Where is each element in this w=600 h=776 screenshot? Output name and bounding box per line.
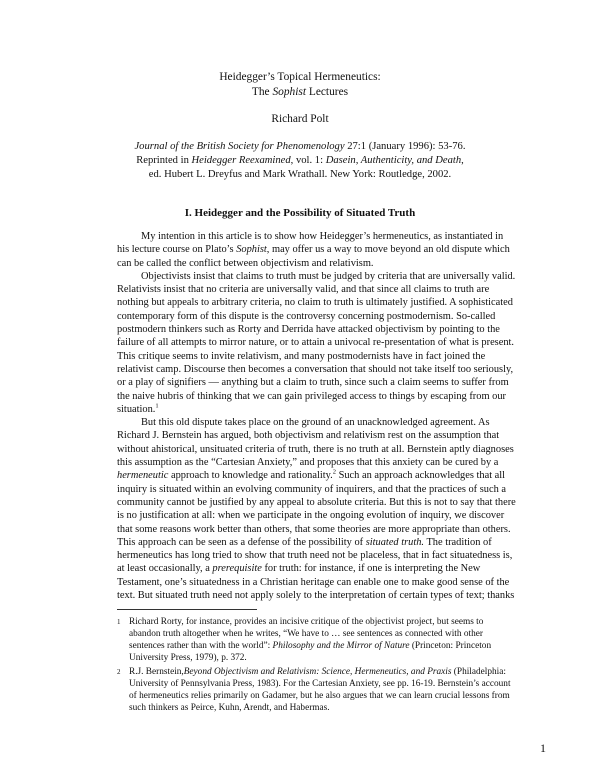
footnote-ref-1[interactable]: 1 bbox=[155, 402, 159, 410]
p3-italic-3: prerequisite bbox=[212, 563, 262, 575]
citation-journal: Journal of the British Society for Phenomenology bbox=[134, 141, 345, 152]
title-line-2-post: Lectures bbox=[306, 86, 349, 98]
p3-italic-1: hermeneutic bbox=[117, 470, 169, 482]
fn2-italic: Beyond Objectivism and Relativism: Science, Hermeneutics, and Praxis bbox=[183, 667, 452, 677]
citation-line-3: ed. Hubert L. Dreyfus and Mark Wrathall. New York: Routledge, 2002. bbox=[148, 169, 452, 181]
footnote-2-number: 2 bbox=[117, 668, 121, 676]
paragraph-1 bbox=[117, 230, 517, 270]
section-heading: I. Heidegger and the Possibility of Situated Truth bbox=[184, 207, 416, 219]
footnote-divider bbox=[117, 609, 257, 610]
paragraph-3 bbox=[117, 416, 517, 602]
citation-issue: 27:1 (January 1996): 53-76. bbox=[344, 141, 466, 152]
citation-reprint-post: , bbox=[461, 155, 464, 167]
fn1-text-b: (Princeton: Princeton University Press, 1979), p. 372. bbox=[129, 641, 492, 663]
title-line-1: Heidegger’s Topical Hermeneutics: bbox=[219, 71, 381, 83]
citation-block bbox=[0, 140, 600, 183]
footnote-1-text bbox=[129, 616, 517, 664]
citation-line-2 bbox=[0, 154, 600, 168]
p3-italic-2: situated truth. bbox=[365, 536, 425, 548]
p3-text-e: for truth: for instance, if one is interpreting the New Testament, one’s situatedness in a Christian heritage can enable one to make good sense of the text. But situated truth need not apply solely to the interpretation of certain types of text; thanks bbox=[117, 563, 515, 602]
paper-title bbox=[0, 70, 600, 100]
p1-italic: Sophist bbox=[236, 244, 267, 256]
fn1-italic: Philosophy and the Mirror of Nature bbox=[272, 641, 410, 651]
citation-reprint-vol: , vol. 1: bbox=[290, 155, 326, 167]
body-text bbox=[117, 230, 517, 602]
p3-text-a: But this old dispute takes place on the ground of an unacknowledged agreement. As Richard J. Bernstein has argued, both objectivism and relativism rest on the assumption that without ahistorical, unsituated criteria of truth, there is no truth at all. Bernstein aptly diagnoses this assumption as the “Cartesian Anxiety,” and proposes that this anxiety can be cured by a bbox=[117, 417, 514, 469]
page-number: 1 bbox=[540, 741, 546, 755]
paragraph-2 bbox=[117, 270, 517, 416]
author-name: Richard Polt bbox=[271, 113, 329, 125]
footnote-1 bbox=[117, 616, 517, 664]
fn2-text-b: (Philadelphia: University of Pennsylvania Press, 1983). For the Cartesian Anxiety, see pp. 16-19. Bernstein’s account of hermeneutics relies primarily on Gadamer, but he also argues that we can learn crucial lessons from such thinkers as Peirce, Kuhn, Arendt, and Habermas. bbox=[129, 667, 511, 713]
p3-text-d: The tradition of hermeneutics has long tried to show that truth need not be placeless, that in fact situatedness is, at least occasionally, a bbox=[117, 536, 513, 575]
p3-text-c: Such an approach acknowledges that all inquiry is situated within an evolving community of inquirers, and that the practices of such a community cannot be justified by any appeal to absolute criteria. But this is not to say that there is no justification at all: when we participate in the ongoing evolution of inquiry, we discover that some reasons work better than others, that some theories are more appropriate than others. This approach can be seen as a defense of the possibility of bbox=[117, 470, 516, 548]
title-line-2-italic: Sophist bbox=[272, 86, 307, 98]
footnote-2 bbox=[117, 666, 517, 714]
fn1-text-a: Richard Rorty, for instance, provides an incisive critique of the objectivist project, but seems to abandon truth altogether when he writes, “We have to … see sentences as connected with other sentences rather than with the world”: bbox=[129, 617, 484, 651]
p2-text: Objectivists insist that claims to truth must be judged by criteria that are universally valid. Relativists insist that no criteria are universally valid, and that since all claims to truth are nothing but appeals to arbitrary criteria, no claim to truth is ultimately justified. A sophisticated contemporary form of this dispute is the controversy concerning postmodernism. So-called postmodern thinkers such as Rorty and Derrida have attacked objectivism by pointing to the failure of all attempts to mirror nature, or to attain a univocal re-presentation of what is present. This critique seems to invite relativism, and many postmodernists have in fact joined the relativist camp. Discourse then becomes a conversation that should not take itself too seriously, or a play of signifiers — anything but a claim to truth, since such a claim seems to suffer from the naive hubris of thinking that we can gain privileged access to things by escaping from our situation. bbox=[117, 270, 516, 415]
title-line-2-pre: The bbox=[251, 86, 273, 98]
citation-reprint-pre: Reprinted in bbox=[136, 155, 192, 167]
citation-line-1 bbox=[0, 140, 600, 154]
p1-text-b: , may offer us a way to move beyond an old dispute which can be called the conflict between objectivism and relativism. bbox=[117, 244, 510, 269]
footnote-1-number: 1 bbox=[117, 618, 121, 626]
title-line-2 bbox=[0, 85, 600, 100]
p3-text-b: approach to knowledge and rationality. bbox=[168, 470, 333, 482]
footnote-ref-2[interactable]: 2 bbox=[332, 468, 336, 476]
p1-text-a: My intention in this article is to show how Heidegger’s hermeneutics, as instantiated in his lecture course on Plato’s bbox=[117, 231, 504, 256]
citation-reprint-book: Heidegger Reexamined bbox=[191, 155, 291, 167]
footnote-2-text bbox=[129, 666, 517, 714]
footnotes bbox=[117, 616, 517, 716]
citation-reprint-voltitle: Dasein, Authenticity, and Death bbox=[325, 155, 462, 167]
fn2-text-a: R.J. Bernstein, bbox=[129, 667, 184, 677]
